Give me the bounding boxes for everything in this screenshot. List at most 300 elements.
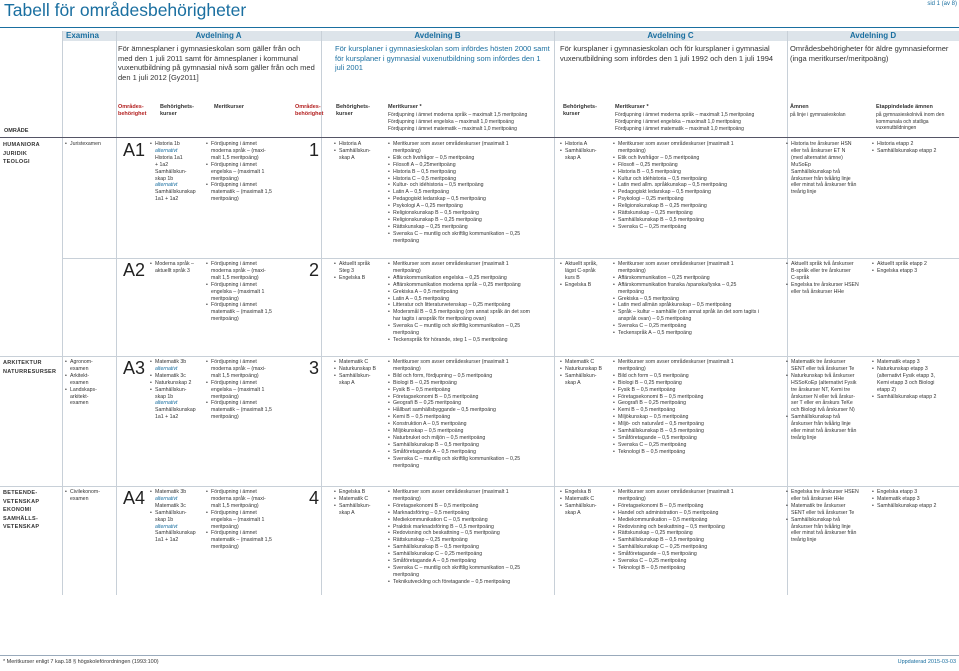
a-merit-list-item: • Fördjupning i ämnet	[206, 302, 298, 309]
omrade-label: VETENSKAP	[3, 524, 40, 530]
d-amnen-list-item: och Biologi två årskurser N)	[791, 407, 855, 414]
b-merit-list-item: meritpoäng	[393, 237, 419, 244]
c-merit-list-item: • Bild och form – 0,5 meritpoäng	[613, 373, 785, 380]
b-merit-list-item: • Mediekommunikation C – 0,5 meritpoäng	[388, 517, 554, 524]
b-merit-list	[388, 359, 554, 470]
a-behorighet-list-item: 1a1 + 1a2	[155, 537, 179, 544]
c-behorighet-list	[560, 261, 615, 289]
b-merit-list-item: • Historia C – 0,5 meritpoäng	[388, 176, 554, 183]
c-merit-list-item: • Religionskunskap B – 0,25 meritpoäng	[613, 203, 785, 210]
b-merit-list-item: • Fysik B – 0,5 meritpoäng	[388, 387, 554, 394]
b-merit-list-item: • Pedagogiskt ledarskap – 0,5 meritpoäng	[388, 196, 554, 203]
c-behorighet-list-item: • Samhällskun-	[560, 148, 615, 155]
c-merit-list-item: • Företagsekonomi B – 0,5 meritpoäng	[613, 503, 785, 510]
d-amnen-list-item: eller minst två årskurser från	[791, 182, 857, 189]
a-behorighet-list-item: alternativt	[155, 400, 178, 407]
a-behorighet-list-item: + 1a2	[155, 161, 169, 168]
c-merit-list-item: • Meritkurser som avser områdeskurser (maximalt 1	[613, 489, 785, 496]
examina-item: • Arkitekt-	[65, 373, 115, 380]
d-amnen-list-item: eller minst två årskurser från	[791, 530, 857, 537]
page-title: Tabell för områdesbehörigheter	[4, 0, 247, 20]
d-etapp-list	[872, 261, 958, 275]
omrade-label: HUMANIORA	[3, 142, 40, 148]
b-merit-list-item: meritpoäng)	[393, 267, 421, 274]
intro-c: För kursplaner i gymnasieskolan och för kursplaner i gymnasial vuxenutbildning som infördes den 1 juli 1992 och den 1 juli 1994	[560, 44, 774, 63]
a-behorighet-list-item: Samhällskun-	[155, 168, 187, 175]
b-merit-list-item: • Latin A – 0,5 meritpoäng	[388, 296, 554, 303]
d-amnen-list-item: MuSoEp	[791, 161, 811, 168]
b-merit-list	[388, 489, 554, 586]
d-etapp-list	[872, 141, 958, 155]
a-merit-list-item: meritpoäng)	[211, 544, 239, 551]
d-etapp-list-item: • Matematik etapp 3	[872, 496, 958, 503]
b-merit-list-item: • Psykologi A – 0,25 meritpoäng	[388, 203, 554, 210]
d-etapp-list-item: • Samhällskunskap etapp 2	[872, 503, 958, 510]
d-amnen-list-item: SENT eller två årskurser Te	[791, 365, 855, 372]
d-amnen-list	[786, 489, 874, 544]
examina-item: • Agronom-	[65, 359, 115, 366]
omrade-label: JURIDIK	[3, 150, 28, 157]
c-merit-list-item: • Redovisning och beskattning – 0,5 meritpoäng	[613, 524, 785, 531]
a-behorighet-list-item: alternativt	[155, 495, 178, 502]
d-amnen-list-item: treårig linje	[791, 537, 817, 544]
col-b-beh: Behörighets-kurser	[336, 104, 370, 117]
col-omrade: OMRÅDE	[4, 128, 29, 134]
d-etapp-list-item: • Engelska etapp 3	[872, 268, 958, 275]
a-merit-list-item: • Fördjupning i ämnet	[206, 282, 298, 289]
examina-list	[65, 489, 115, 503]
b-merit-list-item: • Naturbruket och miljön – 0,5 meritpoäng	[388, 435, 554, 442]
b-behorighet-list-item: • Historia A	[334, 141, 390, 148]
c-merit-list-item: • Rättskunskap – 0,25 meritpoäng	[613, 530, 785, 537]
b-merit-list-item: meritpoäng	[393, 571, 419, 578]
c-behorighet-list	[560, 141, 615, 162]
d-amnen-list-item: eller minst två årskurser från	[791, 428, 857, 435]
c-merit-list-item: • Handel och administration – 0,5 meritpoäng	[613, 510, 785, 517]
a-merit-list-item: • Fördjupning i ämnet	[206, 182, 298, 189]
b-merit-list-item: • Modersmål B – 0,5 meritpoäng (om annat språk än det som	[388, 309, 554, 316]
c-merit-list-item: • Samhällskunskap B – 0,5 meritpoäng	[613, 217, 785, 224]
b-merit-list-item: • Litteratur och litteraturvetenskap – 0,25 meritpoäng	[388, 302, 554, 309]
a-behorighet-list-item: alternativt	[155, 147, 178, 154]
b-merit-list-item: • Samhällskunskap B – 0,5 meritpoäng	[388, 544, 554, 551]
c-merit-list-item: • Psykologi – 0,25 meritpoäng	[613, 196, 785, 203]
header-examina: Examina	[66, 31, 99, 40]
b-merit-list-item: • Konstruktion A – 0,5 meritpoäng	[388, 421, 554, 428]
a-merit-list-item: matematik – (maximalt 1,5	[211, 189, 272, 196]
examina-item: • Landskaps-	[65, 387, 115, 394]
avdelning-a-code: A4	[123, 488, 146, 508]
d-amnen-list-item: • Naturkunskap två årskurser	[786, 373, 874, 380]
a-merit-list-item: meritpoäng)	[211, 316, 239, 323]
a-merit-list-item: matematik – (maximalt 1,5	[211, 537, 272, 544]
d-etapp-list-item: • Engelska etapp 3	[872, 489, 958, 496]
a-behorighet-list-item: • Historia 1b	[150, 141, 212, 148]
c-behorighet-list-item: • Samhällskun-	[560, 503, 615, 510]
d-amnen-list-item: eller två årskurser HHe	[791, 288, 845, 295]
omrade-label: BETEENDE-	[3, 490, 38, 496]
avdelning-b-code: 4	[309, 488, 320, 508]
a-behorighet-list-item: alternativt	[155, 365, 178, 372]
c-merit-list-item: • Teknologi B – 0,5 meritpoäng	[613, 449, 785, 456]
d-amnen-list-item: ser T eller en årskurs TeKe	[791, 400, 853, 407]
c-merit-list-item: • Historia B – 0,5 meritpoäng	[613, 169, 785, 176]
a-merit-list-item: meritpoäng)	[211, 523, 239, 530]
examina-list	[65, 359, 115, 407]
b-behorighet-list-item: skap A	[339, 154, 355, 161]
c-merit-list-item: • Kemi B – 0,5 meritpoäng	[613, 407, 785, 414]
b-merit-list-item: • Svenska C – muntlig och skriftlig kommunikation – 0,25	[388, 565, 554, 572]
a-behorighet-list	[150, 141, 212, 203]
a-merit-list-item: meritpoäng)	[211, 393, 239, 400]
d-amnen-list	[786, 141, 874, 196]
a-behorighet-list-item: Samhällskunskap	[155, 189, 196, 196]
a-behorighet-list	[150, 359, 212, 421]
examina-item: examen	[70, 365, 89, 372]
a-merit-list	[206, 359, 298, 421]
omrade-label: NATURRESURSER	[3, 368, 57, 375]
avdelning-a-code: A1	[123, 140, 146, 160]
b-behorighet-list-item: • Matematik C	[334, 359, 390, 366]
c-behorighet-list-item: • Historia A	[560, 141, 615, 148]
d-amnen-list-item: årskurser från tvåårig linje	[791, 175, 851, 182]
b-merit-list-item: • Småföretagande A – 0,5 meritpoäng	[388, 449, 554, 456]
col-b-omrade: Områdes-behörighet	[295, 104, 324, 117]
d-amnen-list-item: treårig linje	[791, 434, 817, 441]
b-merit-list-item: • Affärskommunikation moderna språk – 0,25 meritpoäng	[388, 282, 554, 289]
d-etapp-list-item: • Samhällskunskap etapp 2	[872, 394, 958, 401]
a-merit-list-item: matematik – (maximalt 1,5	[211, 309, 272, 316]
c-merit-list-item: • Latin med allm. språkkunskap – 0,5 meritpoäng	[613, 182, 785, 189]
a-behorighet-list-item: Matematik 3c	[155, 502, 186, 509]
b-merit-list-item: • Hållbart samhällsbyggande – 0,5 meritpoäng	[388, 407, 554, 414]
a-behorighet-list-item: • Moderna språk –	[150, 261, 212, 268]
a-behorighet-list-item: 1a1 + 1a2	[155, 196, 179, 203]
b-merit-list-item: • Samhällskunskap C – 0,25 meritpoäng	[388, 551, 554, 558]
c-merit-list-item: • Pedagogiskt ledarskap – 0,5 meritpoäng	[613, 189, 785, 196]
b-merit-list-item: • Religionskunskap B – 0,5 meritpoäng	[388, 210, 554, 217]
a-behorighet-list-item: • Samhällskun-	[150, 510, 212, 517]
b-merit-list-item: har tagits i anspråk för meritpoäng ovan)	[393, 316, 487, 323]
d-etapp-list-item: (alternativt Fysik etapp 3,	[877, 372, 935, 379]
a-behorighet-list-item: skap 1b	[155, 516, 174, 523]
c-merit-list-item: meritpoäng)	[618, 147, 646, 154]
omrade-label: ARKITEKTUR	[3, 360, 42, 366]
b-behorighet-list	[334, 261, 390, 282]
c-merit-list-item: • Småföretagande – 0,5 meritpoäng	[613, 435, 785, 442]
b-merit-list-item: meritpoäng)	[393, 147, 421, 154]
a-behorighet-list	[150, 261, 212, 275]
c-merit-list-item: • Svenska C – 0,25 meritpoäng	[613, 442, 785, 449]
a-merit-list	[206, 141, 298, 203]
d-amnen-list-item: • Matematik tre årskurser	[786, 359, 874, 366]
a-behorighet-list-item: Samhällskunskap	[155, 530, 196, 537]
b-merit-list-item: • Meritkurser som avser områdeskurser (maximalt 1	[388, 489, 554, 496]
b-merit-list-item: meritpoäng	[393, 330, 419, 337]
header-rule	[0, 137, 959, 138]
a-behorighet-list-item: skap 1b	[155, 175, 174, 182]
c-merit-list-item: anspråk ovan) – 0,5 meritpoäng	[618, 316, 692, 323]
b-merit-list-item: • Meritkurser som avser områdeskurser (maximalt 1	[388, 359, 554, 366]
c-merit-list	[613, 489, 785, 572]
a-merit-list-item: moderna språk – (maxi-	[211, 267, 266, 274]
b-merit-list	[388, 141, 554, 245]
col-a-beh: Behörighets-kurser	[160, 104, 194, 117]
a-merit-list-item: meritpoäng)	[211, 414, 239, 421]
c-merit-list-item: • Biologi B – 0,25 meritpoäng	[613, 380, 785, 387]
b-merit-list-item: • Geografi B – 0,25 meritpoäng	[388, 400, 554, 407]
b-merit-list-item: • Biologi B – 0,25 meritpoäng	[388, 380, 554, 387]
d-amnen-list-item: SENT eller två årskurser Te	[791, 509, 855, 516]
header-avdelning-c: Avdelning C	[647, 31, 694, 40]
c-merit-list-item: • Småföretagande – 0,5 meritpoäng	[613, 551, 785, 558]
c-merit-list	[613, 141, 785, 231]
b-behorighet-list-item: • Samhällskun-	[334, 503, 390, 510]
d-amnen-list-item: eller två årskurser ET N	[791, 147, 846, 154]
a-merit-list-item: • Fördjupning i ämnet	[206, 400, 298, 407]
d-amnen-list-item: • Historia tre årskurser HSN	[786, 141, 874, 148]
b-merit-list-item: • Bild och form, fördjupning – 0,5 meritpoäng	[388, 373, 554, 380]
col-d-amnen-sub: på linje i gymnasieskolan	[790, 112, 846, 118]
b-merit-list-item: • Etik och livsfrågor – 0,5 meritpoäng	[388, 155, 554, 162]
b-merit-list-item: • Historia B – 0,5 meritpoäng	[388, 169, 554, 176]
c-merit-list-item: • Meritkurser som avser områdeskurser (maximalt 1	[613, 359, 785, 366]
b-behorighet-list-item: • Matematik C	[334, 496, 390, 503]
b-merit-list-item: • Rättskunskap – 0,25 meritpoäng	[388, 537, 554, 544]
c-merit-list-item: • Mediekommunikation – 0,5 meritpoäng	[613, 517, 785, 524]
b-behorighet-list-item: • Samhällskun-	[334, 148, 390, 155]
a-behorighet-list-item: • Matematik 3b	[150, 359, 212, 366]
c-merit-list-item: • Svenska C – 0,25 meritpoäng	[613, 323, 785, 330]
a-merit-list-item: • Fördjupning i ämnet	[206, 141, 298, 148]
a-merit-list-item: engelska – (maximalt 1	[211, 386, 265, 393]
a-merit-list-item: engelska – (maximalt 1	[211, 288, 265, 295]
d-etapp-list	[872, 359, 958, 400]
col-c-sub2: Fördjupning i ämnet engelska – maximalt 1,0 meritpoäng	[615, 119, 741, 125]
c-behorighet-list-item: skap A	[565, 154, 581, 161]
c-merit-list-item: • Samhällskunskap B – 0,5 meritpoäng	[613, 428, 785, 435]
a-merit-list-item: • Fördjupning i ämnet	[206, 530, 298, 537]
c-merit-list-item: • Affärskommunikation – 0,25 meritpoäng	[613, 275, 785, 282]
col-b-sub2: Fördjupning i ämnet engelska – maximalt 1,0 meritpoäng	[388, 119, 514, 125]
footer-rule	[0, 655, 959, 656]
b-merit-list-item: • Miljökunskap – 0,5 meritpoäng	[388, 428, 554, 435]
title-divider	[0, 27, 959, 28]
b-merit-list-item: meritpoäng)	[393, 495, 421, 502]
b-merit-list-item: • Svenska C – muntlig och skriftlig kommunikation – 0,25	[388, 456, 554, 463]
d-amnen-list	[786, 261, 874, 296]
c-merit-list-item: • Miljökunskap – 0,5 meritpoäng	[613, 414, 785, 421]
col-c-sub1: Fördjupning i ämnet moderna språk – maximalt 1,5 meritpoäng	[615, 112, 755, 118]
b-behorighet-list-item: skap A	[339, 509, 355, 516]
b-merit-list-item: • Meritkurser som avser områdeskurser (maximalt 1	[388, 261, 554, 268]
c-merit-list-item: • Rättskunskap – 0,25 meritpoäng	[613, 210, 785, 217]
area-divider	[0, 356, 959, 357]
d-amnen-list	[786, 359, 874, 442]
c-merit-list-item: • Affärskommunikation franska /spanska/tyska – 0,25	[613, 282, 785, 289]
c-behorighet-list-item: • Aktuellt språk,	[560, 261, 615, 268]
d-amnen-list-item: • Matematik tre årskurser	[786, 503, 874, 510]
omrade-label: TEOLOGI	[3, 159, 30, 165]
b-behorighet-list	[334, 359, 390, 387]
d-etapp-list-item: etapp 2)	[877, 386, 897, 393]
a-merit-list-item: • Fördjupning i ämnet	[206, 162, 298, 169]
d-amnen-list-item: • Engelska tre årskurser HSEN	[786, 489, 874, 496]
c-behorighet-list-item: • Matematik C	[560, 359, 615, 366]
a-merit-list-item: engelska – (maximalt 1	[211, 516, 265, 523]
c-merit-list-item: • Kultur och idéhistoria – 0,5 meritpoäng	[613, 176, 785, 183]
separator	[554, 31, 555, 595]
examina-item: • Juristexamen	[65, 141, 115, 148]
c-merit-list-item: • Meritkurser som avser områdeskurser (maximalt 1	[613, 261, 785, 268]
intro-b: För kursplaner i gymnasieskolan som infördes hösten 2000 samt för kursplaner i gymnasial vuxenutbildning som infördes den 1 juli 2001	[335, 44, 550, 72]
a-merit-list-item: moderna språk – (maxi-	[211, 495, 266, 502]
b-merit-list-item: • Teknikutveckling och företagande – 0,5 meritpoäng	[388, 579, 554, 586]
examina-item: arkitekt-	[70, 393, 89, 400]
d-amnen-list-item: treårig linje	[791, 189, 817, 196]
a-behorighet-list-item: aktuellt språk 3	[155, 267, 190, 274]
c-merit-list-item: meritpoäng)	[618, 365, 646, 372]
c-behorighet-list-item: kurs B	[565, 274, 580, 281]
header-avdelning-a: Avdelning A	[195, 31, 242, 40]
b-merit-list-item: • Svenska C – muntlig och skriftlig kommunikation – 0,25	[388, 323, 554, 330]
a-merit-list-item: • Fördjupning i ämnet	[206, 489, 298, 496]
col-d-amnen: Ämnen	[790, 104, 809, 110]
c-merit-list-item: • Etik och livsfrågor – 0,5 meritpoäng	[613, 155, 785, 162]
a-behorighet-list-item: Historia 1a1	[155, 154, 183, 161]
updated-date: Uppdaterad 2015-03-03	[897, 659, 956, 665]
examina-item: examen	[70, 379, 89, 386]
c-behorighet-list-item: • Naturkunskap B	[560, 366, 615, 373]
b-merit-list-item: • Grekiska A – 0,5 meritpoäng	[388, 289, 554, 296]
a-merit-list-item: • Fördjupning i ämnet	[206, 261, 298, 268]
c-behorighet-list-item: • Engelska B	[560, 282, 615, 289]
a-merit-list-item: malt 1,5 meritpoäng)	[211, 372, 259, 379]
c-merit-list-item: • Latin med allmän språkkunskap – 0,5 meritpoäng	[613, 302, 785, 309]
c-merit-list-item: • Språk – kultur – samhälle (om annat språk än det som tagits i	[613, 309, 785, 316]
examina-item: • Civilekonom-	[65, 489, 115, 496]
b-merit-list-item: • Kultur- och idéhistoria – 0,5 meritpoäng	[388, 182, 554, 189]
page-number: sid 1 (av 8)	[927, 1, 957, 7]
examina-item: examen	[70, 400, 89, 407]
b-behorighet-list	[334, 489, 390, 517]
a-behorighet-list-item: Samhällskunskap	[155, 407, 196, 414]
b-merit-list-item: • Filosofi A – 0,25meritpoäng	[388, 162, 554, 169]
a-merit-list	[206, 261, 298, 323]
a-merit-list-item: matematik – (maximalt 1,5	[211, 407, 272, 414]
a-behorighet-list-item: alternativt	[155, 182, 178, 189]
d-amnen-list-item: eller två årskurser HHe	[791, 495, 845, 502]
b-behorighet-list-item: skap A	[339, 379, 355, 386]
c-merit-list-item: • Fysik B – 0,5 meritpoäng	[613, 387, 785, 394]
b-behorighet-list	[334, 141, 390, 162]
a-merit-list-item: • Fördjupning i ämnet	[206, 380, 298, 387]
col-c-mer: Meritkurser *	[615, 104, 649, 110]
b-merit-list-item: • Meritkurser som avser områdeskurser (maximalt 1	[388, 141, 554, 148]
d-amnen-list-item: årskurser från tvåårig linje	[791, 523, 851, 530]
b-behorighet-list-item: • Samhällskun-	[334, 373, 390, 380]
b-merit-list-item: • Småföretagande A – 0,5 meritpoäng	[388, 558, 554, 565]
col-b-mer: Meritkurser *	[388, 104, 422, 110]
c-behorighet-list-item: • Matematik C	[560, 496, 615, 503]
c-merit-list-item: • Teknologi B – 0,5 meritpoäng	[613, 565, 785, 572]
c-behorighet-list	[560, 359, 615, 387]
a-behorighet-list-item: • Matematik 3c	[150, 373, 212, 380]
b-merit-list-item: • Företagsekonomi B – 0,5 meritpoäng	[388, 394, 554, 401]
col-d-etapp-sub: på gymnasieskolnivå inom den kommunala och statliga vuxenutbildningen	[876, 112, 945, 131]
b-merit-list-item: • Praktisk marknadsföring B – 0,5 meritpoäng	[388, 524, 554, 531]
a-behorighet-list-item: skap 1b	[155, 393, 174, 400]
d-etapp-list-item: Kemi etapp 3 och Biologi	[877, 379, 935, 386]
c-merit-list-item: meritpoäng)	[618, 267, 646, 274]
d-amnen-list-item: årskurser N eller två årskur-	[791, 393, 855, 400]
b-behorighet-list-item: • Aktuellt språk	[334, 261, 390, 268]
omrade-label: EKONOMI	[3, 507, 32, 513]
a-merit-list-item: malt 1,5 meritpoäng)	[211, 154, 259, 161]
omrade-label: SAMHÄLLS-	[3, 515, 39, 522]
header-avdelning-d: Avdelning D	[849, 31, 897, 40]
area-divider	[0, 486, 959, 487]
c-merit-list-item: • Svenska C – 0,25 meritpoäng	[613, 224, 785, 231]
c-merit-list-item: • Filosofi – 0,25 meritpoäng	[613, 162, 785, 169]
c-behorighet-list-item: skap A	[565, 379, 581, 386]
a-behorighet-list-item: • Samhällskun-	[150, 387, 212, 394]
c-merit-list-item: meritpoäng)	[618, 495, 646, 502]
b-merit-list-item: • Kemi B – 0,5 meritpoäng	[388, 414, 554, 421]
d-amnen-list-item: (med alternativt ämne)	[791, 154, 843, 161]
d-etapp-list-item: • Matematik etapp 3	[872, 359, 958, 366]
separator	[62, 31, 63, 595]
c-merit-list	[613, 261, 785, 337]
a-behorighet-list-item: 1a1 + 1a2	[155, 414, 179, 421]
b-merit-list-item: • Marknadsföring – 0,5 meritpoäng	[388, 510, 554, 517]
d-amnen-list-item: • Samhällskunskap två	[786, 414, 874, 421]
a-merit-list-item: • Fördjupning i ämnet	[206, 359, 298, 366]
b-behorighet-list-item: • Engelska B	[334, 489, 390, 496]
b-merit-list-item: • Redovisning och beskattning – 0,5 meritpoäng	[388, 530, 554, 537]
d-amnen-list-item: • Samhällskunskap två	[786, 517, 874, 524]
a-merit-list-item: moderna språk – (maxi-	[211, 147, 266, 154]
avdelning-b-code: 2	[309, 260, 320, 280]
d-amnen-list-item: • Engelska tre årskurser HSEN	[786, 282, 874, 289]
c-merit-list-item: • Meritkurser som avser områdeskurser (maximalt 1	[613, 141, 785, 148]
col-c-sub3: Fördjupning i ämnet matematik – maximalt 1,0 meritpoäng	[615, 126, 744, 132]
intro-a: För ämnesplaner i gymnasieskolan som gäller från och med den 1 juli 2011 samt för ämnesplaner i kommunal vuxenutbildning på gymnasial nivå som gäller från och med den 1 juli 2012 [Gy2011]	[118, 44, 315, 82]
a-merit-list-item: moderna språk – (maxi-	[211, 365, 266, 372]
c-behorighet-list-item: skap A	[565, 509, 581, 516]
avdelning-b-code: 3	[309, 358, 320, 378]
d-etapp-list-item: • Samhällskunskap etapp 2	[872, 148, 958, 155]
intro-d: Områdesbehörigheter för äldre gymnasieformer (inga meritkurser/meritpoäng)	[790, 44, 949, 63]
d-etapp-list	[872, 489, 958, 510]
b-merit-list-item: meritpoäng	[393, 462, 419, 469]
examina-item: examen	[70, 495, 89, 502]
c-behorighet-list-item: lägst C-språk	[565, 267, 596, 274]
b-merit-list	[388, 261, 554, 344]
a-merit-list-item: • Fördjupning i ämnet	[206, 510, 298, 517]
b-merit-list-item: • Företagsekonomi B – 0,5 meritpoäng	[388, 503, 554, 510]
b-merit-list-item: • Rättskunskap – 0,25 meritpoäng	[388, 224, 554, 231]
d-etapp-list-item: • Aktuellt språk etapp 2	[872, 261, 958, 268]
header-avdelning-b: Avdelning B	[414, 31, 461, 40]
a-merit-list-item: malt 1,5 meritpoäng)	[211, 502, 259, 509]
c-merit-list	[613, 359, 785, 456]
d-amnen-list-item: B-språk eller tre årskurser	[791, 267, 851, 274]
row-divider	[62, 258, 959, 259]
b-merit-list-item: • Affärskommunikation engelska – 0,25 meritpoäng	[388, 275, 554, 282]
d-etapp-list-item: • Naturkunskap etapp 3	[872, 366, 958, 373]
a-merit-list-item: engelska – (maximalt 1	[211, 168, 265, 175]
